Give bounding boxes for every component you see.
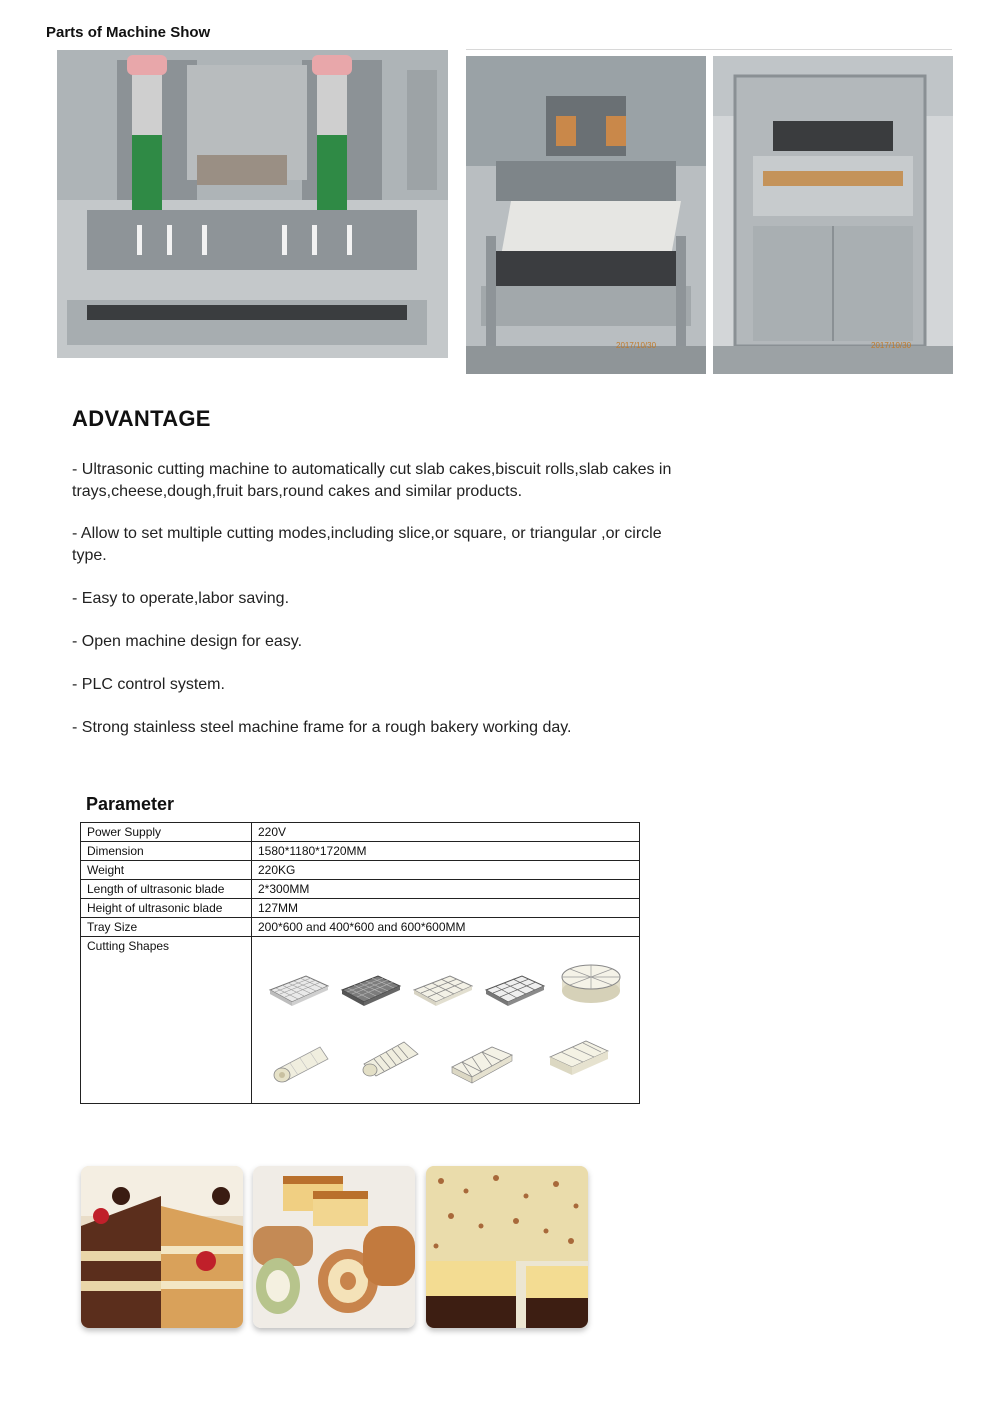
photo-date-stamp: 2017/10/30 — [871, 341, 912, 350]
grid-triangle-icon — [482, 962, 548, 1012]
table-row — [81, 899, 640, 918]
advantage-item: - Open machine design for easy. — [72, 633, 303, 650]
advantage-item: - PLC control system. — [72, 676, 225, 693]
table-row — [81, 842, 640, 861]
advantage-heading: ADVANTAGE — [72, 406, 211, 431]
header-divider — [466, 49, 952, 50]
food-photo-layer-cake — [81, 1166, 243, 1328]
bar-triangle-icon — [448, 1035, 514, 1085]
advantage-item: - Allow to set multiple cutting modes,including slice,or square, or triangular ,or circle type. — [72, 525, 662, 564]
param-value: 2*300MM — [252, 880, 640, 899]
slab-icon — [546, 1029, 612, 1079]
parameter-table — [80, 822, 640, 1104]
param-label: Dimension — [81, 842, 252, 861]
param-label: Cutting Shapes — [81, 937, 252, 1104]
cutting-shapes-cell — [252, 937, 640, 1104]
param-label: Power Supply — [81, 823, 252, 842]
roll-icon — [270, 1035, 336, 1085]
machine-photo-open — [466, 56, 706, 374]
param-value: 220V — [252, 823, 640, 842]
food-photo-cheesecake — [426, 1166, 588, 1328]
table-row — [81, 861, 640, 880]
advantage-item: - Ultrasonic cutting machine to automatically cut slab cakes,biscuit rolls,slab cakes in trays,cheese,dough,fruit bars,round cakes and similar products. — [72, 461, 672, 500]
param-label: Length of ultrasonic blade — [81, 880, 252, 899]
param-label: Height of ultrasonic blade — [81, 899, 252, 918]
grid-square-icon — [410, 962, 476, 1012]
param-label: Weight — [81, 861, 252, 880]
grid-dark-icon — [338, 962, 404, 1012]
roll-sliced-icon — [358, 1032, 424, 1082]
parameter-heading: Parameter — [86, 794, 175, 814]
advantage-item: - Strong stainless steel machine frame for a rough bakery working day. — [72, 719, 572, 736]
table-row — [81, 823, 640, 842]
param-label: Tray Size — [81, 918, 252, 937]
machine-photo-heads — [57, 50, 448, 358]
param-value: 1580*1180*1720MM — [252, 842, 640, 861]
advantage-item: - Easy to operate,labor saving. — [72, 590, 290, 607]
table-row — [81, 937, 640, 1104]
round-cake-icon — [558, 957, 624, 1007]
machine-photo-cabinet — [713, 56, 953, 374]
grid-fine-icon — [266, 962, 332, 1012]
photo-date-stamp: 2017/10/30 — [616, 341, 657, 350]
param-value: 220KG — [252, 861, 640, 880]
section-title: Parts of Machine Show — [46, 24, 211, 41]
param-value: 200*600 and 400*600 and 600*600MM — [252, 918, 640, 937]
table-row — [81, 918, 640, 937]
food-photo-cake-rolls — [253, 1166, 415, 1328]
table-row — [81, 880, 640, 899]
param-value: 127MM — [252, 899, 640, 918]
